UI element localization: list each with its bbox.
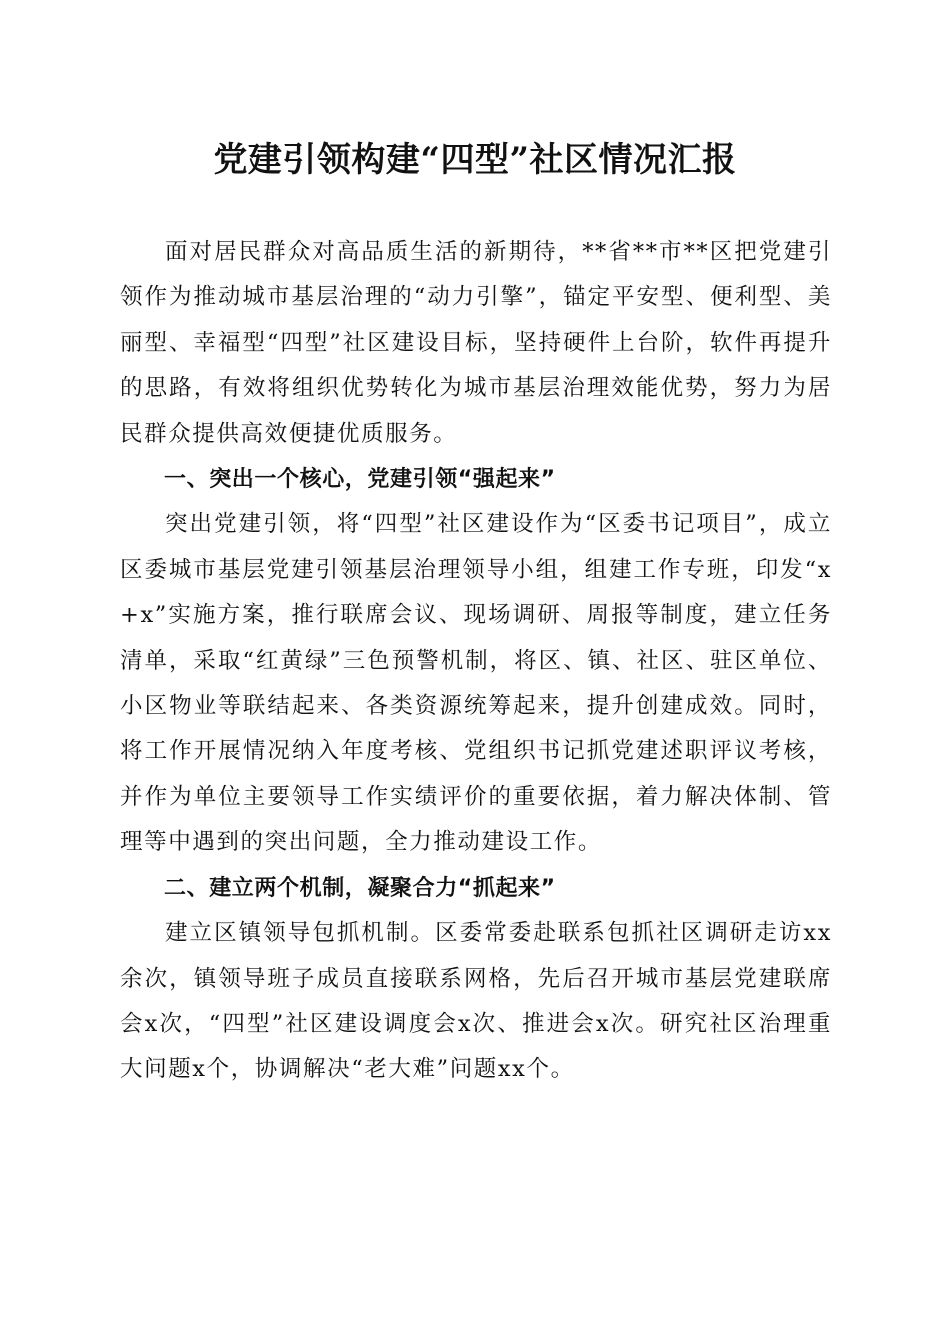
section-1-heading: 一、突出一个核心，党建引领“强起来”: [164, 467, 556, 493]
section-1-paragraph: 突出党建引领，将“四型”社区建设作为“区委书记项目”，成立区委城市基层党建引领基层治理领导小组，组建工作专班，印发“x+x”实施方案，推行联席会议、现场调研、周报等制度，建立任务清单，采取“红黄绿”三色预警机制，将区、镇、社区、驻区单位、小区物业等联结起来、各类资源统筹起来，提升创建成效。同时，将工作开展情况纳入年度考核、党组织书记抓党建述职评议考核，并作为单位主要领导工作实绩评价的重要依据，着力解决体制、管理等中遇到的突出问题，全力推动建设工作。: [120, 511, 832, 856]
section-2-paragraph: 建立区镇领导包抓机制。区委常委赴联系包抓社区调研走访xx余次，镇领导班子成员直接联系网格，先后召开城市基层党建联席会x次，“四型”社区建设调度会x次、推进会x次。研究社区治理重大问题x个，协调解决“老大难”问题xx个。: [120, 920, 832, 1083]
section-2-heading: 二、建立两个机制，凝聚合力“抓起来”: [164, 875, 556, 901]
document-body: [120, 230, 832, 1093]
intro-paragraph: 面对居民群众对高品质生活的新期待，**省**市**区把党建引领作为推动城市基层治理的“动力引擎”，锚定平安型、便利型、美丽型、幸福型“四型”社区建设目标，坚持硬件上台阶，软件再提升的思路，有效将组织优势转化为城市基层治理效能优势，努力为居民群众提供高效便捷优质服务。: [120, 239, 832, 447]
document-title: 党建引领构建“四型”社区情况汇报: [213, 140, 737, 180]
